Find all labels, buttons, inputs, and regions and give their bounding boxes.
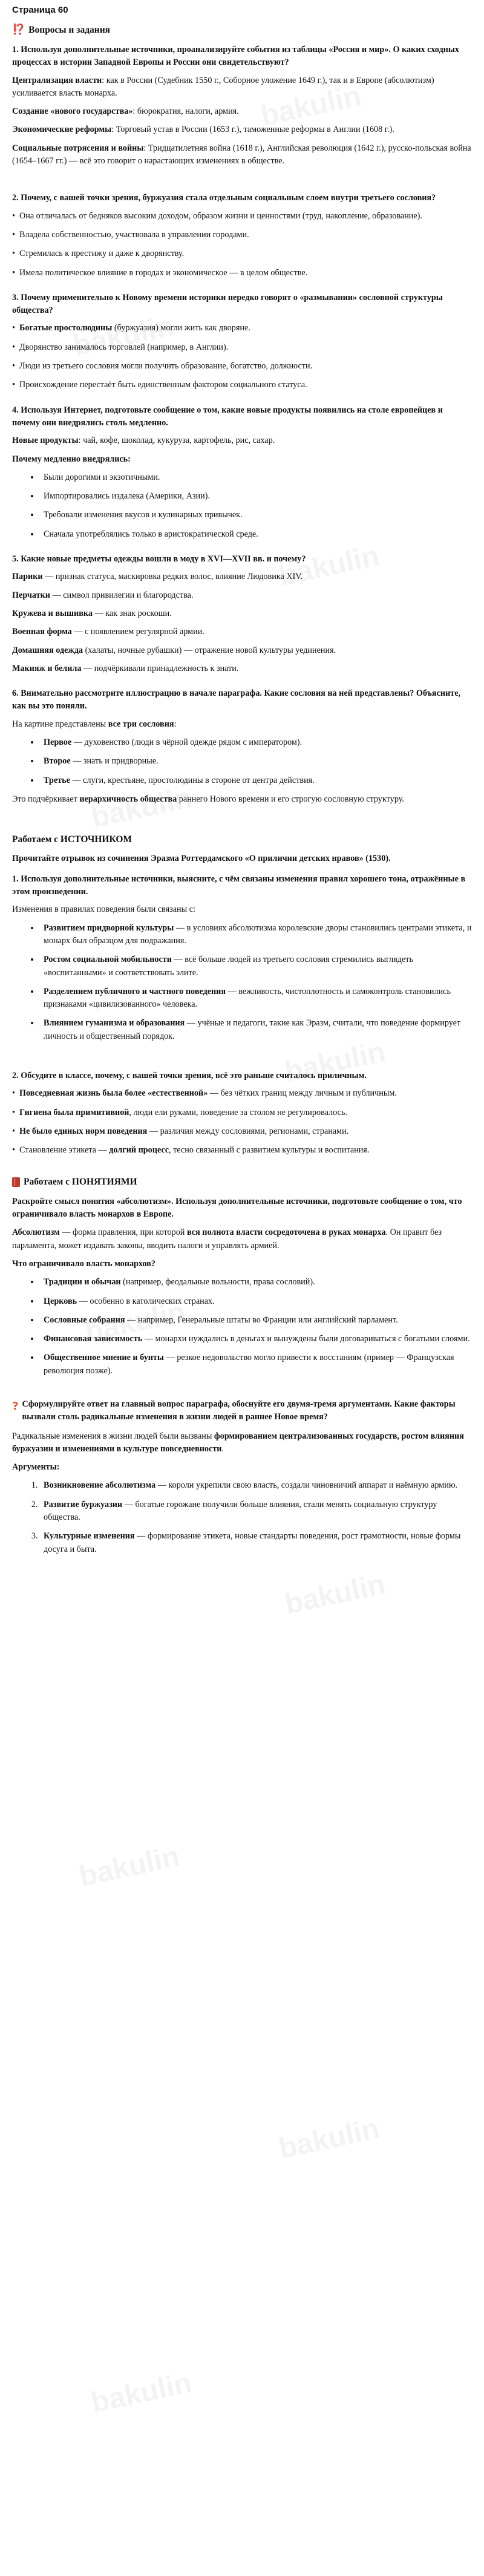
- section-title: Сформулируйте ответ на главный вопрос параграфа, обоснуйте его двумя-тремя аргументами. Какие факторы вызвали столь радикальные изменения в жизни людей в раннее Новое время?: [22, 1399, 456, 1422]
- list-item: 2. Развитие буржуазии — богатые горожане получили больше влияния, стали менять социальную структуру общества.: [40, 1499, 472, 1525]
- list-item: • Люди из третьего сословия могли получить образование, богатство, должности.: [12, 360, 472, 373]
- watermark: [87, 2361, 195, 2425]
- question-title: 1. Используя дополнительные источники, выясните, с чём связаны изменения правил хорошего тона, отражённые в этом произведении.: [12, 874, 466, 897]
- question-2: [12, 192, 472, 279]
- watermark: [75, 1835, 183, 1898]
- answer-list: [12, 736, 472, 787]
- list-item: • Владела собственностью, участвовала в управлении городами.: [12, 229, 472, 241]
- question-title: 2. Почему, с вашей точки зрения, буржуазия стала отдельным социальным слоем внутри третьего сословия?: [12, 193, 436, 203]
- question-title: 3. Почему применительно к Новому времени историки нередко говорят о «размывании» сословной структуры общества?: [12, 292, 443, 316]
- question-3: [12, 292, 472, 392]
- list-item: • Второе — знать и придворные.: [40, 755, 472, 768]
- answer-paragraph: Создание «нового государства»: бюрократия, налоги, армия.: [12, 106, 239, 117]
- answer-subtitle: Что ограничивало власть монархов?: [12, 1258, 155, 1269]
- list-item: • Финансовая зависимость — монархи нуждались в деньгах и вынуждены были договариваться с богатыми слоями.: [40, 1333, 472, 1345]
- section-title: Вопросы и задания: [28, 24, 111, 35]
- answer-list: [12, 322, 472, 391]
- answer-paragraph: Это подчёркивает иерархичность общества раннего Нового времени и его строгую сословную структуру.: [12, 794, 404, 804]
- list-item: • Гигиена была примитивной, люди ели руками, поведение за столом не регулировалось.: [12, 1107, 472, 1119]
- list-item: • Сначала употреблялись только в аристократической среде.: [40, 528, 472, 541]
- list-item: • Развитием придворной культуры — в условиях абсолютизма королевские дворы становились центрами этикета, и монарх был образцом для подражания.: [40, 922, 472, 948]
- question-1: [12, 44, 472, 168]
- section-header-main-question: [12, 1398, 472, 1424]
- answer-paragraph: Радикальные изменения в жизни людей были вызваны формированием централизованных государств, ростом влияния буржуазии и изменениями в культуре повседневности.: [12, 1431, 464, 1454]
- section-header-source: [12, 832, 472, 846]
- section-title: Работаем с ИСТОЧНИКОМ: [12, 834, 132, 845]
- list-item: • Ростом социальной мобильности — всё больше людей из третьего сословия стремились выглядеть «воспитанными» и соответствовать элите.: [40, 953, 472, 979]
- answer-paragraph: Новые продукты: чай, кофе, шоколад, кукуруза, картофель, рис, сахар.: [12, 436, 275, 446]
- list-item: • Богатые простолюдины (буржуазия) могли жить как дворяне.: [12, 322, 472, 335]
- answer-list: [12, 1276, 472, 1378]
- list-item: • Требовали изменения вкусов и кулинарных привычек.: [40, 509, 472, 521]
- answer-paragraph: На картине представлены все три сословия:: [12, 719, 177, 729]
- answer-list: [12, 922, 472, 1043]
- list-item: • Третье — слуги, крестьяне, простолюдины в стороне от центра действия.: [40, 774, 472, 787]
- list-item: • Первое — духовенство (люди в чёрной одежде рядом с императором).: [40, 736, 472, 749]
- answer-paragraph: Экономические реформы: Торговый устав в России (1653 г.), таможенные реформы в Англии (1608 г.).: [12, 125, 394, 135]
- exclamation-question-icon: ⁉️: [12, 23, 25, 36]
- source-question-1: [12, 873, 472, 1043]
- section-title: Работаем с ПОНЯТИЯМИ: [24, 1177, 137, 1188]
- question-title: 4. Используя Интернет, подготовьте сообщение о том, какие новые продукты появились на столе европейцев и почему они внедрялись столь медленно.: [12, 405, 443, 428]
- answer-paragraph: Перчатки — символ привилегии и благородства.: [12, 590, 194, 600]
- question-title: 2. Обсудите в классе, почему, с вашей точки зрения, всё это раньше считалось приличным.: [12, 1070, 367, 1080]
- list-item: • Импортировались издалека (Америки, Азии).: [40, 490, 472, 503]
- question-4: [12, 404, 472, 541]
- list-item: • Имела политическое влияние в городах и экономическое — в целом обществе.: [12, 267, 472, 280]
- list-item: • Не было единых норм поведения — различия между сословиями, регионами, странами.: [12, 1125, 472, 1138]
- list-item: • Она отличалась от бедняков высоким доходом, образом жизни и ценностями (труд, накопление, образование).: [12, 210, 472, 223]
- list-item: • Стремилась к престижу и даже к дворянству.: [12, 247, 472, 260]
- list-item: • Церковь — особенно в католических странах.: [40, 1295, 472, 1308]
- watermark: [281, 1563, 389, 1626]
- question-title: 1. Используя дополнительные источники, проанализируйте события из таблицы «Россия и мир». О каких сходных процессах в истории Западной Европы и России они свидетельствуют?: [12, 45, 460, 68]
- definition-paragraph: Абсолютизм — форма правления, при которой вся полнота власти сосредоточена в руках монарха. Он правит без парламента, может издавать законы, вводить налоги и управлять армией.: [12, 1228, 442, 1250]
- list-item: 1. Возникновение абсолютизма — короли укрепили свою власть, создали чиновничий аппарат и наёмную армию.: [40, 1479, 472, 1492]
- list-item: • Сословные собрания — например, Генеральные штаты во Франции или английский парламент.: [40, 1314, 472, 1327]
- list-item: • Дворянство занималось торговлей (например, в Англии).: [12, 341, 472, 354]
- answer-paragraph: Домашняя одежда (халаты, ночные рубашки) — отражение новой культуры уединения.: [12, 645, 336, 655]
- answer-paragraph: Социальные потрясения и войны: Тридцатилетняя война (1618 г.), Английская революция (1642 г.), русско-польская война (1654–1667 гг.) — всё это говорит о нарастающих изменениях в обществе.: [12, 143, 471, 166]
- list-item: • Общественное мнение и бунты — резкое недовольство могло привести к восстаниям (пример — Французская революция позже).: [40, 1352, 472, 1378]
- concept-task: Раскройте смысл понятия «абсолютизм». Используя дополнительные источники, подготовьте сообщение о том, что ограничивало власть монархов в Европе.: [12, 1196, 462, 1220]
- watermark: [275, 2107, 383, 2171]
- question-title: 6. Внимательно рассмотрите иллюстрацию в начале параграфа. Какие сословия на ней представлены? Объясните, как вы это поняли.: [12, 688, 461, 711]
- list-item: • Традиции и обычаи (например, феодальные вольности, права сословий).: [40, 1276, 472, 1289]
- source-task: Прочитайте отрывок из сочинения Эразма Роттердамского «О приличии детских нравов» (1530).: [12, 854, 391, 864]
- arguments-list: [12, 1479, 472, 1555]
- answer-paragraph: Военная форма — с появлением регулярной армии.: [12, 627, 204, 637]
- question-title: 5. Какие новые предметы одежды вошли в моду в XVI—XVII вв. и почему?: [12, 554, 306, 564]
- section-header-questions: [12, 22, 472, 38]
- answer-list: [12, 471, 472, 541]
- list-item: • Происхождение перестаёт быть единственным фактором социального статуса.: [12, 379, 472, 391]
- book-icon: [12, 1177, 20, 1187]
- answer-subtitle: Аргументы:: [12, 1462, 60, 1473]
- question-5: [12, 553, 472, 675]
- answer-paragraph: Изменения в правилах поведения были связаны с:: [12, 904, 195, 915]
- list-item: • Повседневная жизнь была более «естественной» — без чётких границ между личным и публичным.: [12, 1087, 472, 1100]
- list-item: • Влиянием гуманизма и образования — учёные и педагоги, такие как Эразм, считали, что поведение формирует личность и общественный порядок.: [40, 1017, 472, 1043]
- question-mark-icon: ?: [12, 1399, 19, 1413]
- section-header-concepts: [12, 1175, 472, 1189]
- answer-subtitle: Почему медленно внедрялись:: [12, 454, 131, 464]
- list-item: • Становление этикета — долгий процесс, тесно связанный с развитием культуры и воспитания.: [12, 1144, 472, 1157]
- answer-paragraph: Кружева и вышивка — как знак роскоши.: [12, 608, 172, 618]
- answer-paragraph: Парики — признак статуса, маскировка редких волос, влияние Людовика XIV.: [12, 572, 303, 582]
- answer-list: [12, 210, 472, 280]
- list-item: • Были дорогими и экзотичными.: [40, 471, 472, 484]
- list-item: 3. Культурные изменения — формирование этикета, новые стандарты поведения, рост грамотности, новые формы досуга и быта.: [40, 1530, 472, 1556]
- list-item: • Разделением публичного и частного поведения — вежливость, чистоплотность и самоконтроль становились признаками «цивилизованного» человека.: [40, 986, 472, 1012]
- answer-paragraph: Макияж и белила — подчёркивали принадлежность к знати.: [12, 663, 239, 673]
- page-title: Страница 60: [12, 5, 68, 15]
- question-6: [12, 687, 472, 806]
- answer-list: [12, 1087, 472, 1157]
- source-question-2: [12, 1070, 472, 1157]
- answer-paragraph: Централизация власти: как в России (Судебник 1550 г., Соборное уложение 1649 г.), так и в Европе (абсолютизм) усиливается власть монарха.: [12, 75, 434, 98]
